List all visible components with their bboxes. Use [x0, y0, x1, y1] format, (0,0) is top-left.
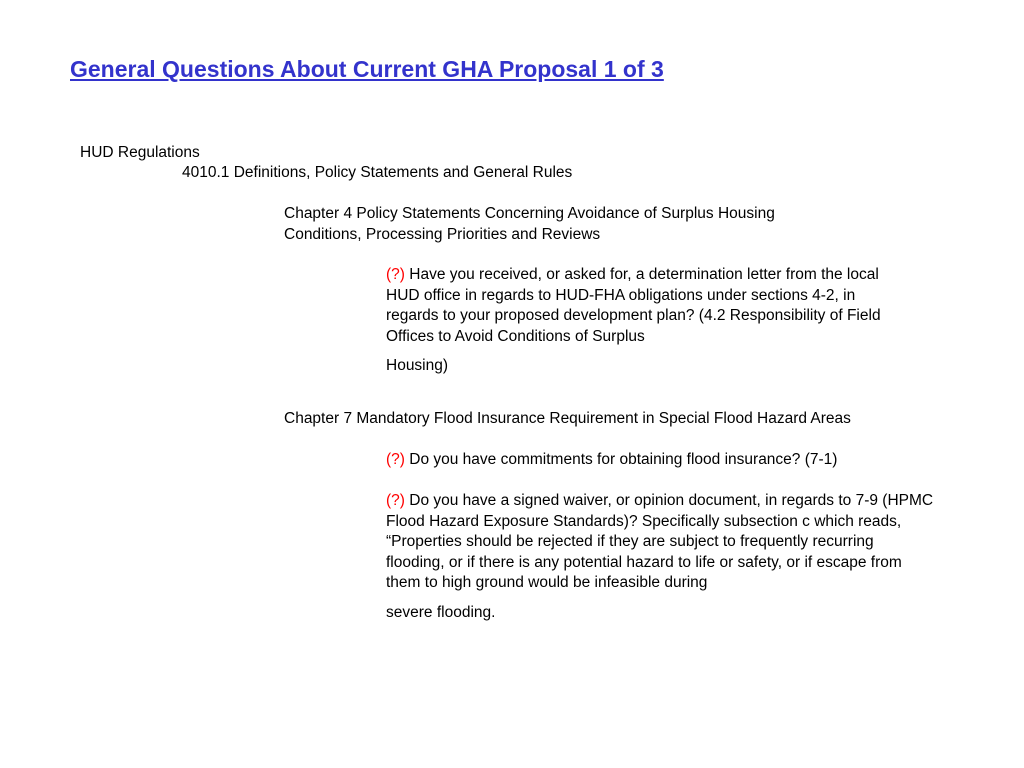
question-1: [386, 265, 906, 377]
chapter4-heading: Chapter 4 Policy Statements Concerning Avoidance of Surplus Housing Conditions, Processing Priorities and Reviews: [284, 205, 775, 243]
question-marker: (?): [386, 451, 405, 468]
question-text-last-line: Housing): [386, 357, 449, 374]
question-marker: (?): [386, 492, 405, 509]
question-2: [386, 450, 837, 471]
question-3: [386, 491, 934, 623]
question-marker: (?): [386, 266, 405, 283]
outline-level1-heading: 4010.1 Definitions, Policy Statements and General Rules: [182, 164, 573, 181]
outline-level0-heading: HUD Regulations: [80, 144, 200, 161]
question-text: Do you have a signed waiver, or opinion document, in regards to 7-9 (HPMC Flood Hazard Exposure Standards)? Specifically subsection c which reads, “Properties should be rejected if they are subject to frequently recurring flooding, or if there is any potential hazard to life or safety, or if escape from them to high ground would be infeasible during: [386, 492, 934, 591]
question-text: Have you received, or asked for, a determination letter from the local HUD office in regards to HUD-FHA obligations under sections 4-2, in regards to your proposed development plan? (4.2 Responsibility of Field Offices to Avoid Conditions of Surplus: [386, 266, 881, 345]
question-text: Do you have commitments for obtaining flood insurance? (7-1): [409, 451, 838, 468]
question-text-last-line: severe flooding.: [386, 603, 496, 621]
slide-title[interactable]: General Questions About Current GHA Proposal 1 of 3: [70, 56, 664, 82]
chapter7-heading: Chapter 7 Mandatory Flood Insurance Requirement in Special Flood Hazard Areas: [284, 410, 851, 427]
